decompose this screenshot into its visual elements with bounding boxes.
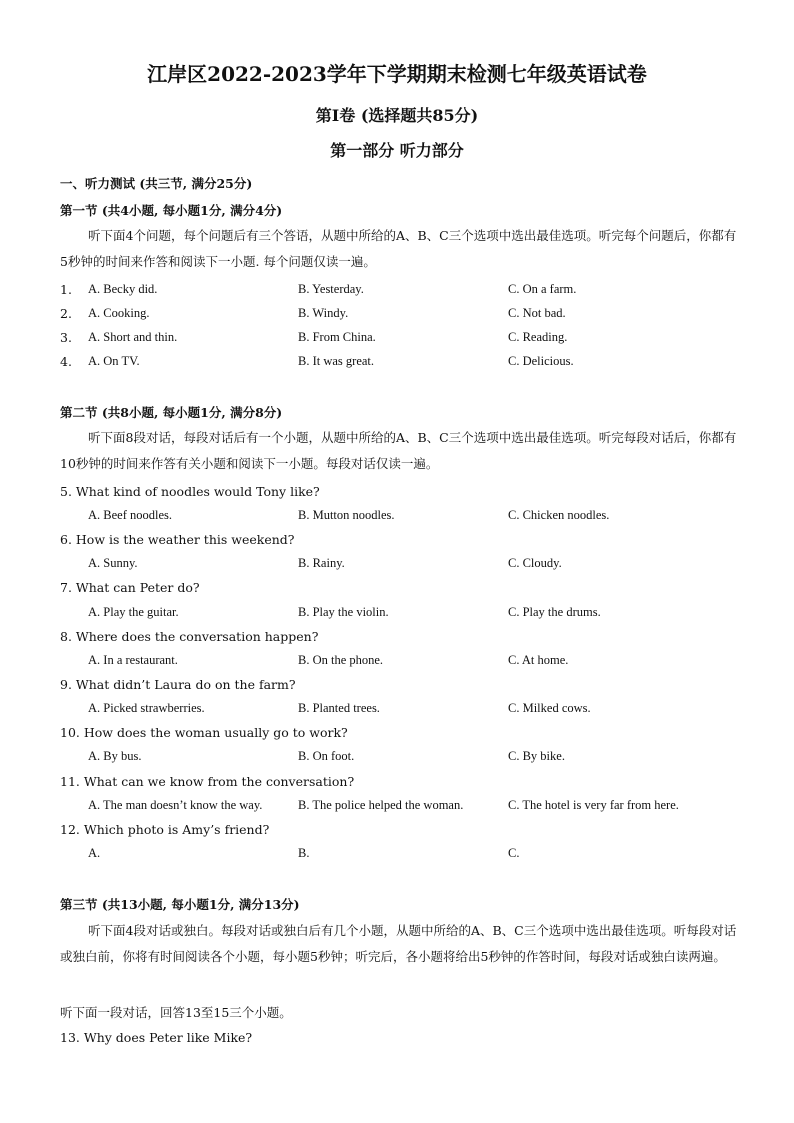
s1-q2-option-a: A. Cooking.	[88, 306, 150, 320]
s3-instructions: 听下面4段对话或独白。每段对话或独白后有几个小题，从题中所给的A、B、C三个选项中选出最佳选项。听每段对话或独白前，你将有时间阅读各个小题，每小题5秒钟；听完后，各小题将给出5秒钟的作答时间，每段对话或独白读两遍。	[60, 923, 737, 964]
s2-q6-option-c: C. Cloudy.	[508, 556, 562, 570]
s3-header: 第三节 (共13小题, 每小题1分, 满分13分)	[60, 897, 300, 912]
s2-q9-option-b: B. Planted trees.	[298, 701, 380, 715]
s1-q3-num: 3.	[60, 330, 72, 345]
s2-q5-option-a: A. Beef noodles.	[88, 508, 173, 522]
s2-q10-option-a: A. By bus.	[88, 749, 142, 763]
s1-q4-num: 4.	[60, 354, 72, 369]
s2-q11-option-a: A. The man doesn’t know the way.	[88, 798, 263, 812]
s2-q12-option-b: B.	[298, 846, 310, 860]
s2-q12-option-a: A.	[88, 846, 101, 860]
s2-q7-option-b: B. Play the violin.	[298, 605, 389, 619]
s1-instructions: 听下面4个问题，每个问题后有三个答语，从题中所给的A、B、C三个选项中选出最佳选项。听完每个问题后，你都有5秒钟的时间来作答和阅读下一小题. 每个问题仅读一遍。	[60, 228, 737, 269]
part-title: 第一部分 听力部分	[330, 141, 464, 160]
s2-q10: 10. How does the woman usually go to work?	[60, 725, 348, 740]
s3-intro: 听下面一段对话，回答13至15三个小题。	[60, 1005, 292, 1020]
s1-q3-option-b: B. From China.	[298, 330, 376, 344]
s1-q1-option-c: C. On a farm.	[508, 282, 577, 296]
s2-q9: 9. What didn’t Laura do on the farm?	[60, 677, 296, 692]
s2-q9-option-c: C. Milked cows.	[508, 701, 591, 715]
s2-q7-option-c: C. Play the drums.	[508, 605, 601, 619]
s2-q10-option-c: C. By bike.	[508, 749, 565, 763]
s1-q1-option-b: B. Yesterday.	[298, 282, 364, 296]
s2-q12-option-c: C.	[508, 846, 520, 860]
volume-title: 第I卷 (选择题共85分)	[315, 106, 479, 125]
s2-q6: 6. How is the weather this weekend?	[60, 532, 295, 547]
s2-header: 第二节 (共8小题, 每小题1分, 满分8分)	[60, 405, 283, 420]
s2-q11-option-b: B. The police helped the woman.	[298, 798, 464, 812]
s2-q6-option-b: B. Rainy.	[298, 556, 345, 570]
s2-q5-option-c: C. Chicken noodles.	[508, 508, 610, 522]
s1-q3-option-c: C. Reading.	[508, 330, 568, 344]
s2-q5-option-b: B. Mutton noodles.	[298, 508, 395, 522]
s2-q12: 12. Which photo is Amy’s friend?	[60, 822, 270, 837]
s2-q7-option-a: A. Play the guitar.	[88, 605, 179, 619]
s3-q13: 13. Why does Peter like Mike?	[60, 1030, 253, 1045]
section1-header: 一、听力测试 (共三节, 满分25分)	[60, 176, 253, 191]
s2-q11-option-c: C. The hotel is very far from here.	[508, 798, 679, 812]
s1-q1-num: 1.	[60, 282, 72, 297]
s2-q7: 7. What can Peter do?	[60, 580, 200, 595]
exam-title: 江岸区2022-2023学年下学期期末检测七年级英语试卷	[147, 62, 647, 86]
s2-q5: 5. What kind of noodles would Tony like?	[60, 484, 320, 499]
s2-q8-option-b: B. On the phone.	[298, 653, 384, 667]
s1-q1-option-a: A. Becky did.	[88, 282, 158, 296]
s2-q9-option-a: A. Picked strawberries.	[88, 701, 205, 715]
s2-q8: 8. Where does the conversation happen?	[60, 629, 319, 644]
s2-instructions: 听下面8段对话，每段对话后有一个小题，从题中所给的A、B、C三个选项中选出最佳选项。听完每段对话后，你都有10秒钟的时间来作答有关小题和阅读下一小题。每段对话仅读一遍。	[60, 430, 737, 471]
s2-q6-option-a: A. Sunny.	[88, 556, 138, 570]
s1-q2-num: 2.	[60, 306, 72, 321]
s1-q4-option-a: A. On TV.	[88, 354, 140, 368]
s2-q11: 11. What can we know from the conversation?	[60, 774, 355, 789]
s2-q10-option-b: B. On foot.	[298, 749, 355, 763]
s1-q3-option-a: A. Short and thin.	[88, 330, 178, 344]
s2-q8-option-c: C. At home.	[508, 653, 569, 667]
s1-q2-option-b: B. Windy.	[298, 306, 349, 320]
s2-q8-option-a: A. In a restaurant.	[88, 653, 178, 667]
s1-q2-option-c: C. Not bad.	[508, 306, 566, 320]
s1-q4-option-c: C. Delicious.	[508, 354, 574, 368]
s1-header: 第一节 (共4小题, 每小题1分, 满分4分)	[60, 203, 283, 218]
s1-q4-option-b: B. It was great.	[298, 354, 375, 368]
